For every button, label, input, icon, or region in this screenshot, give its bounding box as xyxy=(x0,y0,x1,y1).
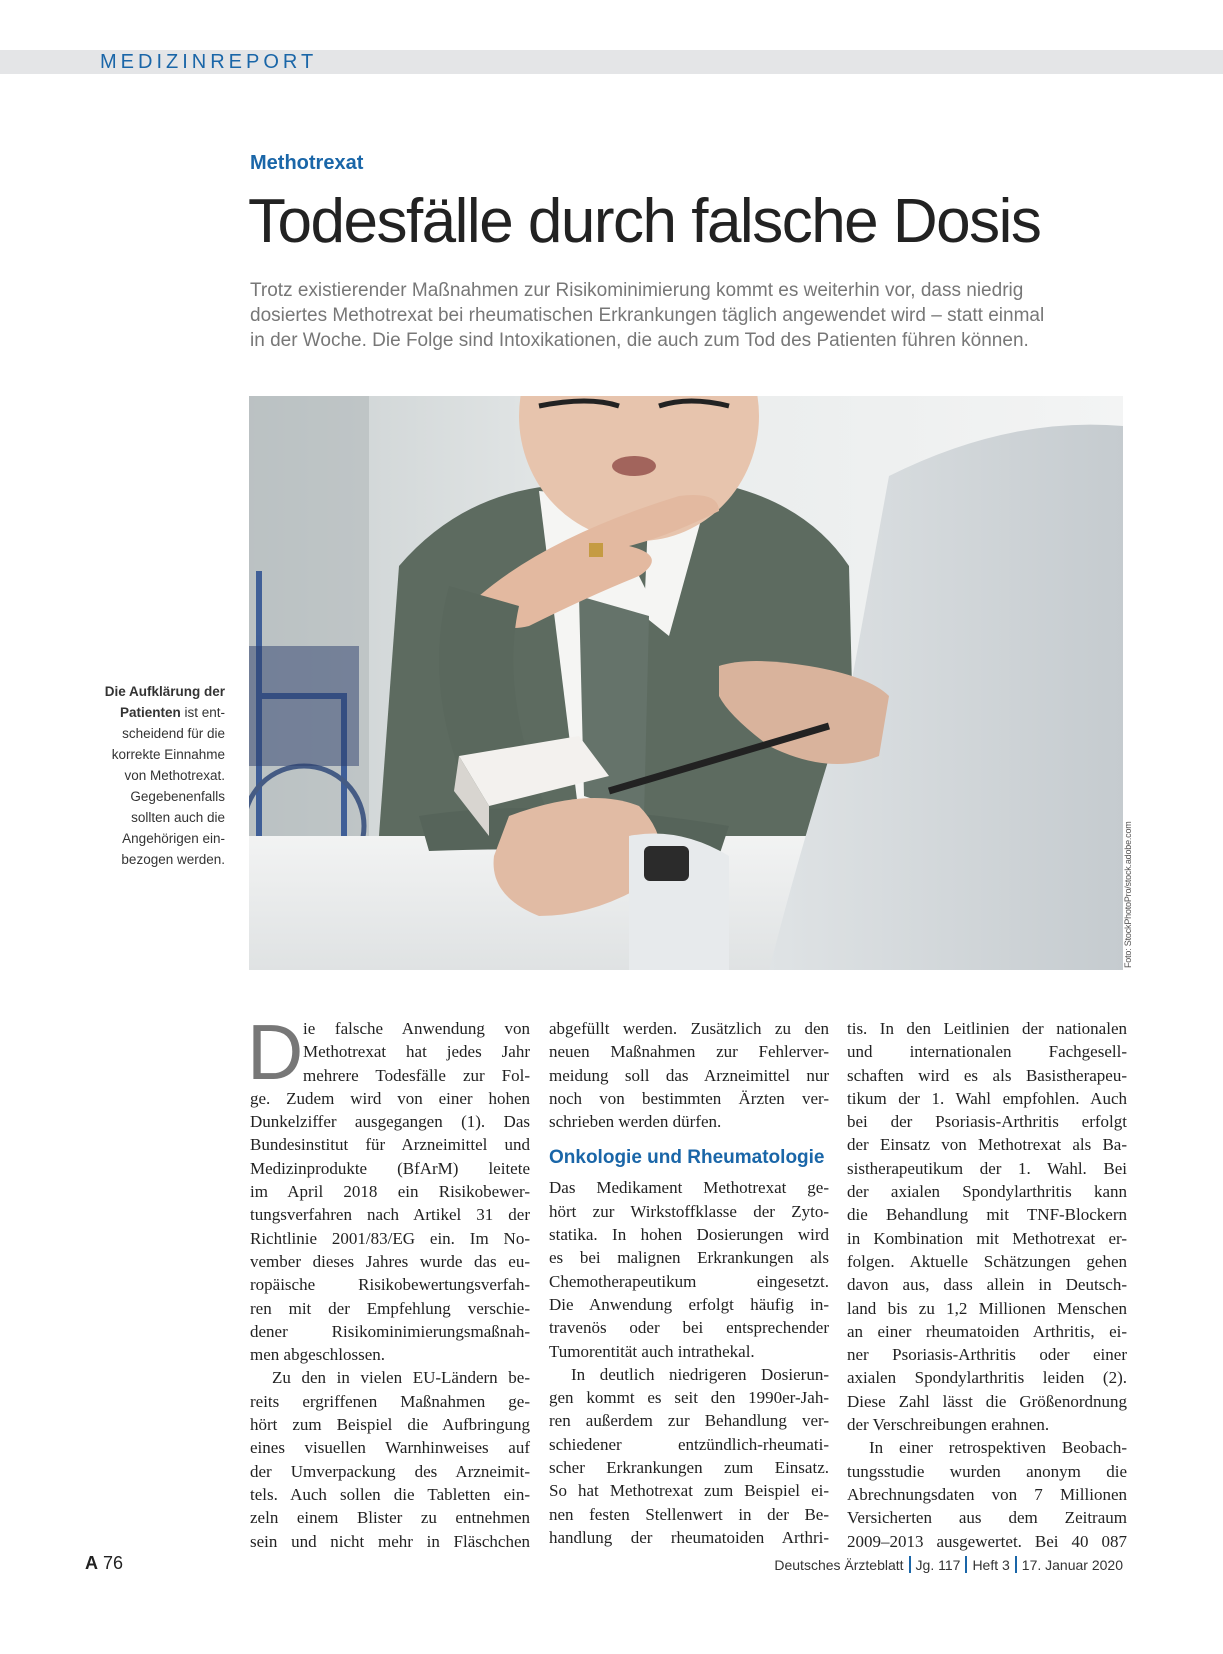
body-line: der axialen Spondylarthritis kann xyxy=(847,1182,1127,1202)
body-line: tikum der 1. Wahl empfohlen. Auch xyxy=(847,1088,1127,1108)
body-line: folgen. Aktuelle Schätzungen gehen xyxy=(847,1251,1127,1271)
body-line: Richtlinie 2001/83/EG ein. Im No- xyxy=(250,1228,530,1248)
body-line: eines visuellen Warnhinweises auf xyxy=(250,1438,530,1458)
body-line: schiedener entzündlich-rheumati- xyxy=(549,1434,829,1454)
body-line: Versicherten aus dem Zeitraum xyxy=(847,1508,1127,1528)
caption-bold: Die Aufklärung der xyxy=(104,684,225,699)
body-line: schaften wird es als Basistherapeu- xyxy=(847,1065,1127,1085)
body-line: Tumorentität auch intrathekal. xyxy=(549,1341,755,1361)
body-line: tungsstudie wurden anonym die xyxy=(847,1461,1127,1481)
article-lead xyxy=(250,278,1130,353)
lead-line: in der Woche. Die Folge sind Intoxikationen, die auch zum Tod des Patienten führen können. xyxy=(250,330,1029,351)
body-line: tungsverfahren nach Artikel 31 der xyxy=(250,1205,530,1225)
journal-volume: Jg. 117 xyxy=(915,1557,961,1573)
caption-line: ist ent- xyxy=(184,705,225,720)
body-line: der Einsatz von Methotrexat als Ba- xyxy=(847,1135,1127,1155)
caption-line: scheidend für die xyxy=(122,726,225,741)
body-line: ner Psoriasis-Arthritis oder einer xyxy=(847,1345,1127,1365)
body-line: travenös oder bei entsprechender xyxy=(549,1318,829,1338)
body-line: die Behandlung mit TNF-Blockern xyxy=(847,1205,1127,1225)
body-line: ge. Zudem wird von einer hohen xyxy=(250,1088,530,1108)
footer-journal-info xyxy=(774,1556,1123,1573)
body-line: vember dieses Jahres wurde das eu- xyxy=(250,1251,530,1271)
section-label: MEDIZINREPORT xyxy=(100,51,318,73)
caption-bold: Patienten xyxy=(119,705,181,720)
body-line: in Kombination mit Methotrexat er- xyxy=(847,1228,1127,1248)
body-column-1 xyxy=(247,1008,530,1553)
photo-illustration xyxy=(249,396,1123,970)
body-line: im April 2018 ein Risikobewer- xyxy=(250,1182,530,1202)
body-line: an einer rheumatoiden Arthritis, ei- xyxy=(847,1321,1127,1341)
body-line: davon aus, dass allein in Deutsch- xyxy=(847,1275,1127,1295)
body-line: statika. In hohen Dosierungen wird xyxy=(549,1225,829,1245)
body-line: Dunkelziffer ausgegangen (1). Das xyxy=(250,1112,530,1132)
journal-name: Deutsches Ärzteblatt xyxy=(774,1557,904,1573)
body-line: abgefüllt werden. Zusätzlich zu den xyxy=(549,1019,829,1038)
lead-line: dosiertes Methotrexat bei rheumatischen Erkrankungen täglich angewendet wird – statt einmal xyxy=(250,305,1045,326)
body-line: und internationalen Fachgesell- xyxy=(847,1042,1127,1062)
caption-line: bezogen werden. xyxy=(121,852,225,867)
page-prefix: A xyxy=(85,1553,98,1573)
body-line: schrieben werden dürfen. xyxy=(549,1112,722,1132)
body-line: men abgeschlossen. xyxy=(250,1345,386,1365)
page-number xyxy=(85,1553,123,1574)
body-line: Methotrexat hat jedes Jahr xyxy=(303,1042,530,1062)
body-line: Chemotherapeutikum eingesetzt. xyxy=(549,1271,829,1291)
body-line: Die Anwendung erfolgt häufig in- xyxy=(549,1294,829,1314)
caption-line: von Methotrexat. xyxy=(124,768,225,783)
body-line: gen kommt es seit den 1990er-Jah- xyxy=(549,1388,829,1408)
body-line: dener Risikominimierungsmaßnah- xyxy=(250,1321,530,1341)
body-line: mehrere Todesfälle zur Fol- xyxy=(303,1065,530,1085)
figure-caption xyxy=(60,681,225,870)
body-line: Diese Zahl lässt die Größenordnung xyxy=(847,1391,1127,1411)
body-column-2 xyxy=(549,1017,829,1549)
body-line: reits ergriffenen Maßnahmen ge- xyxy=(250,1391,530,1411)
body-line: ren mit der Empfehlung verschie- xyxy=(250,1298,530,1318)
article-kicker: Methotrexat xyxy=(250,152,364,174)
body-line: der Umverpackung des Arzneimit- xyxy=(250,1461,530,1481)
section-subheading: Onkologie und Rheumatologie xyxy=(549,1147,825,1169)
body-line: tels. Auch sollen die Tabletten ein- xyxy=(250,1484,530,1504)
body-line: Das Medikament Methotrexat ge- xyxy=(549,1178,829,1198)
photo-credit: Foto: StockPhotoPro/stock.adobe.com xyxy=(1123,821,1133,968)
drop-cap: D xyxy=(247,1008,304,1096)
body-column-3 xyxy=(847,1017,1127,1553)
body-line: ropäische Risikobewertungsverfah- xyxy=(250,1275,530,1295)
body-line: In deutlich niedrigeren Dosierun- xyxy=(571,1364,829,1384)
body-line: sistherapeutikum der 1. Wahl. Bei xyxy=(847,1158,1127,1178)
body-line: Abrechnungsdaten von 7 Millionen xyxy=(847,1484,1127,1504)
body-line: scher Erkrankungen zum Einsatz. xyxy=(549,1458,829,1478)
body-line: zeln einem Blister zu entnehmen xyxy=(250,1508,530,1528)
body-line: Bundesinstitut für Arzneimittel und xyxy=(250,1135,530,1155)
body-line: sein und nicht mehr in Fläschchen xyxy=(250,1531,530,1551)
caption-line: sollten auch die xyxy=(131,810,225,825)
body-line: der Verschreibungen erahnen. xyxy=(847,1415,1050,1435)
body-line: hört zum Beispiel die Aufbringung xyxy=(250,1415,530,1435)
body-line: handlung der rheumatoiden Arthri- xyxy=(549,1527,829,1547)
body-line: Zu den in vielen EU-Ländern be- xyxy=(272,1368,530,1388)
article-photo xyxy=(249,396,1123,970)
body-line: hört zur Wirkstoffklasse der Zyto- xyxy=(549,1201,829,1221)
body-line: neuen Maßnahmen zur Fehlerver- xyxy=(549,1042,829,1062)
body-line: ie falsche Anwendung von xyxy=(303,1019,530,1038)
footer-separator xyxy=(965,1556,967,1573)
article-title: Todesfälle durch falsche Dosis xyxy=(248,187,1041,256)
body-line: tis. In den Leitlinien der nationalen xyxy=(847,1019,1127,1038)
body-line: bei der Psoriasis-Arthritis erfolgt xyxy=(847,1112,1127,1132)
body-line: 2009–2013 ausgewertet. Bei 40 087 xyxy=(847,1531,1127,1551)
caption-line: Gegebenenfalls xyxy=(130,789,225,804)
body-line: es bei malignen Erkrankungen als xyxy=(549,1248,829,1268)
footer-separator xyxy=(909,1556,911,1573)
body-line: axialen Spondylarthritis leiden (2). xyxy=(847,1368,1127,1388)
caption-line: korrekte Einnahme xyxy=(111,747,225,762)
body-line: noch von bestimmten Ärzten ver- xyxy=(549,1088,829,1108)
body-line: So hat Methotrexat zum Beispiel ei- xyxy=(549,1481,829,1501)
body-line: nen festen Stellenwert in der Be- xyxy=(549,1504,829,1524)
body-line: In einer retrospektiven Beobach- xyxy=(869,1438,1127,1458)
lead-line: Trotz existierender Maßnahmen zur Risikominimierung kommt es weiterhin vor, dass niedrig xyxy=(250,280,1024,301)
body-line: land bis zu 1,2 Millionen Menschen xyxy=(847,1298,1127,1318)
body-line: Medizinprodukte (BfArM) leitete xyxy=(250,1158,530,1178)
footer-separator xyxy=(1015,1556,1017,1573)
body-line: ren außerdem zur Behandlung ver- xyxy=(549,1411,829,1431)
caption-line: Angehörigen ein- xyxy=(122,831,225,846)
journal-date: 17. Januar 2020 xyxy=(1021,1557,1123,1573)
journal-issue: Heft 3 xyxy=(972,1557,1010,1573)
page-number-value: 76 xyxy=(103,1553,124,1573)
body-line: meidung soll das Arzneimittel nur xyxy=(549,1065,829,1085)
